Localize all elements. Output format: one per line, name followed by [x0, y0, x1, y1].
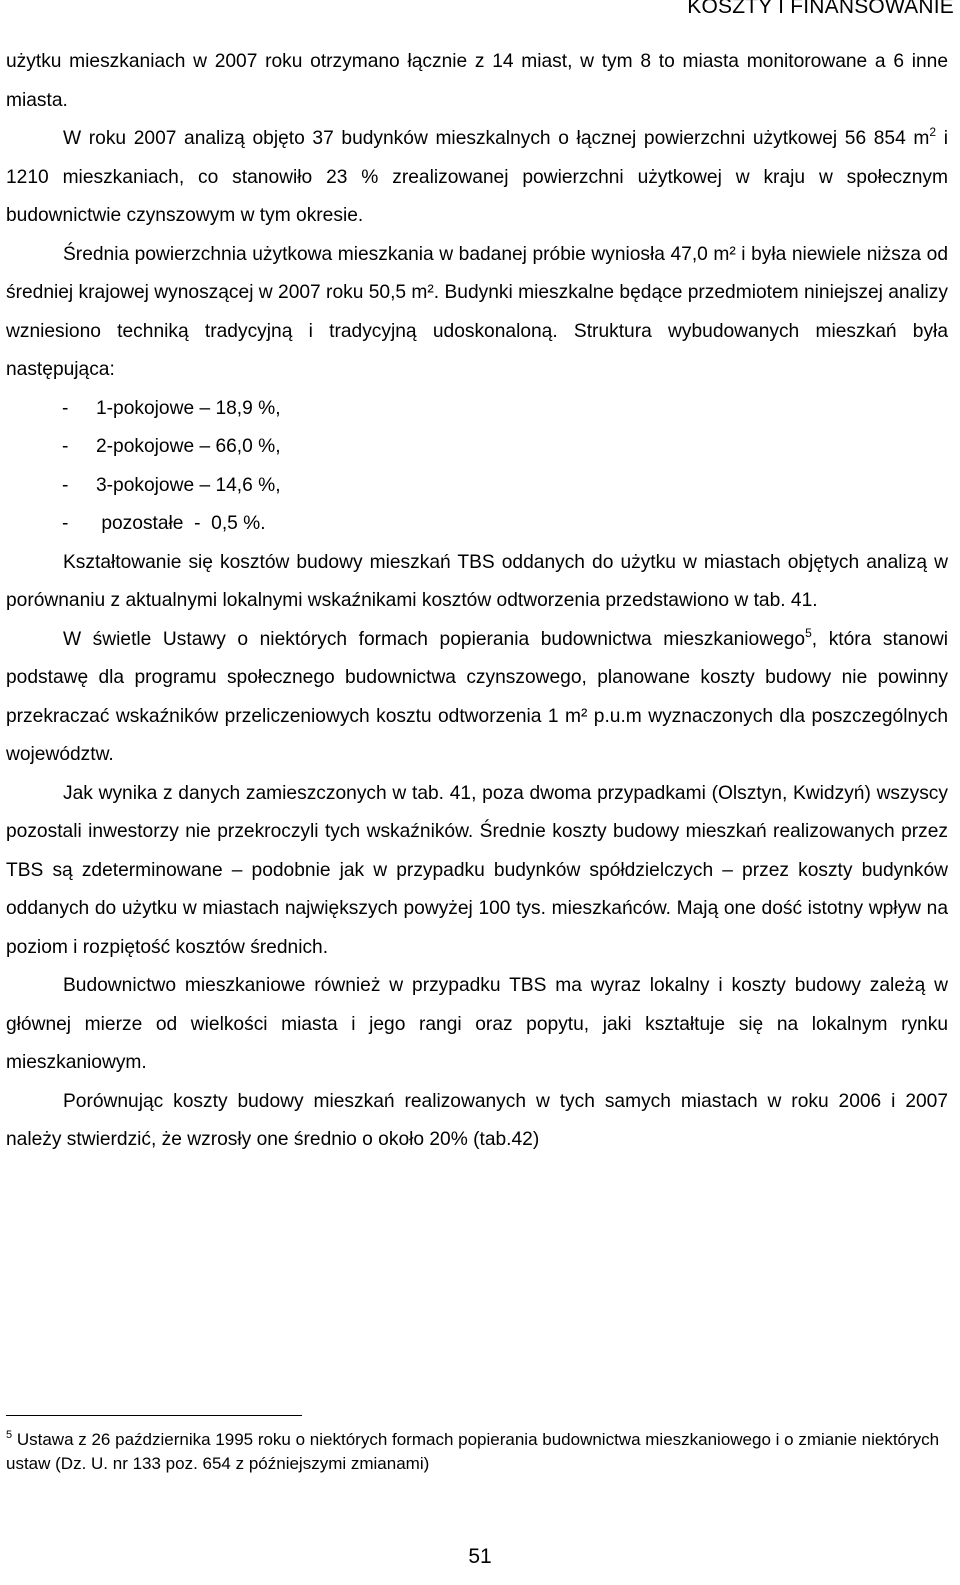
footnote-separator [6, 1415, 302, 1416]
paragraph-local-character: Budownictwo mieszkaniowe również w przypadku TBS ma wyraz lokalny i koszty budowy zależą w głównej mierze od wielkości miasta i jego rangi oraz popytu, jaki kształtuje się na lokalnym rynku mieszkaniowym. [6, 975, 948, 1073]
list-item [6, 428, 948, 467]
superscript: 2 [929, 125, 937, 139]
footnote-marker: 5 [6, 1429, 13, 1441]
list-item [6, 390, 948, 429]
structure-list [6, 390, 948, 544]
list-item [6, 505, 948, 544]
paragraph-average-area: Średnia powierzchnia użytkowa mieszkania w badanej próbie wyniosła 47,0 m² i była niewiele niższa od średniej krajowej wynoszącej w 2007 roku 50,5 m². Budynki mieszkalne będące przedmiotem niniejszej analizy wzniesiono techniką tradycyjną i tradycyjną udoskonaloną. Struktura wybudowanych mieszkań była następująca: [6, 243, 948, 380]
paragraph-table-findings: Jak wynika z danych zamieszczonych w tab. 41, poza dwoma przypadkami (Olsztyn, Kwidzyń) wszyscy pozostali inwestorzy nie przekroczyli tych wskaźników. Średnie koszty budowy mieszkań realizowanych przez TBS są zdeterminowane – podobnie jak w przypadku budynków spółdzielczych – przez koszty budynków oddanych do użytku w miastach największych powyżej 100 tys. mieszkańców. Mają one dość istotny wpływ na poziom i rozpiętość kosztów średnich. [6, 782, 948, 958]
paragraph-analysis-scope [6, 120, 948, 236]
list-dash: - [62, 436, 69, 457]
paragraph-continuation: użytku mieszkaniach w 2007 roku otrzymano łącznie z 14 miast, w tym 8 to miasta monitorowane a 6 inne miasta. [6, 51, 948, 111]
list-item-text: 3-pokojowe – 14,6 %, [96, 474, 281, 496]
paragraph-text: , która stanowi podstawę dla programu społecznego budownictwa czynszowego, planowane koszty budowy nie powinny przekraczać wskaźników przeliczeniowych kosztu odtworzenia 1 m² p.u.m wyznaczonych dla poszczególnych województw. [6, 628, 948, 765]
list-item-text: pozostałe - 0,5 %. [96, 513, 266, 534]
page-number: 51 [468, 1545, 492, 1568]
paragraph-text: W roku 2007 analizą objęto 37 budynków mieszkalnych o łącznej powierzchni użytkowej 56 854 m [63, 128, 930, 149]
list-dash: - [62, 397, 69, 419]
list-item-text: 2-pokojowe – 66,0 %, [96, 436, 281, 457]
footnote-text: Ustawa z 26 października 1995 roku o niektórych formach popierania budownictwa mieszkaniowego i o zmianie niektórych ustaw (Dz. U. nr 133 poz. 654 z późniejszymi zmianami) [6, 1430, 940, 1473]
paragraph-year-comparison: Porównując koszty budowy mieszkań realizowanych w tych samych miastach w roku 2006 i 2007 należy stwierdzić, że wzrosły one średnio o około 20% (tab.42) [6, 1090, 948, 1150]
paragraph-text: i 1210 mieszkaniach, co stanowiło 23 % zrealizowanej powierzchni użytkowej w kraju w społecznym budownictwie czynszowym w tym okresie. [6, 128, 948, 226]
running-header: KOSZTY I FINANSOWANIE [687, 0, 954, 18]
list-item-text: 1-pokojowe – 18,9 %, [96, 397, 281, 419]
paragraph-legal-basis [6, 621, 948, 775]
list-dash: - [62, 474, 69, 496]
paragraph-text: W świetle Ustawy o niektórych formach popierania budownictwa mieszkaniowego [63, 628, 806, 650]
list-item [6, 467, 948, 506]
footnote [6, 1428, 948, 1476]
footnote-reference: 5 [805, 625, 812, 640]
body-text [6, 43, 948, 1160]
paragraph-cost-comparison: Kształtowanie się kosztów budowy mieszkań TBS oddanych do użytku w miastach objętych analizą w porównaniu z aktualnymi lokalnymi wskaźnikami kosztów odtworzenia przedstawiono w tab. 41. [6, 551, 948, 611]
list-dash: - [62, 513, 69, 534]
